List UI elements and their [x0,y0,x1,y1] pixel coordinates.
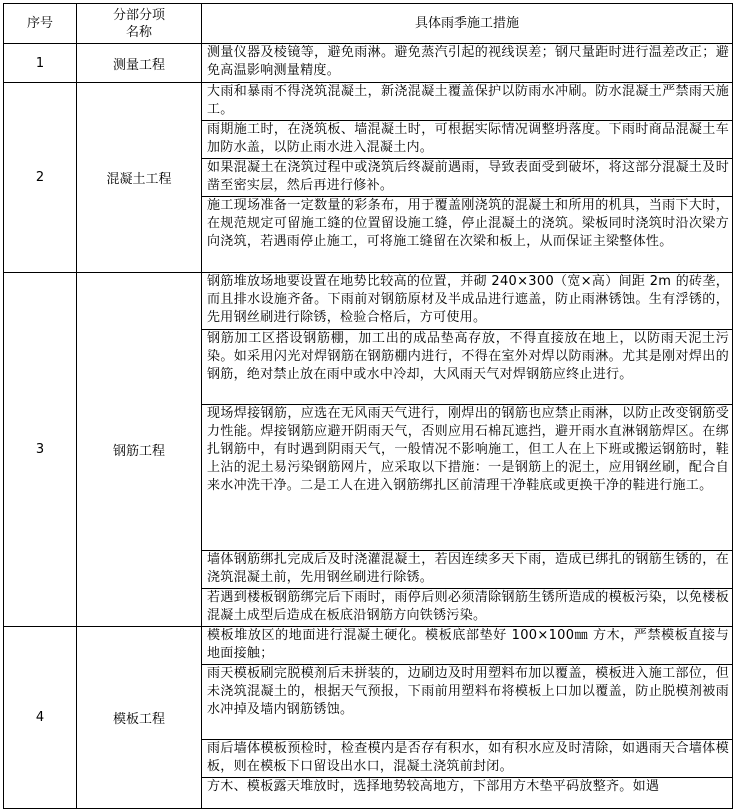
measure-cell: 雨期施工时，在浇筑板、墙混凝土时，可根据实际情况调整坍落度。下雨时商品混凝土车加防水盖，以防止雨水进入混凝土内。 [202,121,733,159]
measure-cell: 钢筋堆放场地要设置在地势比较高的位置，并砌 240×300（宽×高）间距 2m 的砖垄，而且排水设施齐备。下雨前对钢筋原材及半成品进行遮盖，防止雨淋锈蚀。生有浮锈的，先用钢丝刷进行除锈，检验合格后，方可使用。 [202,273,733,330]
table-row [4,273,733,330]
header-part-line2: 名称 [125,24,152,40]
table-row [4,83,733,121]
header-part-line1: 分部分项 [112,7,165,23]
measure-cell: 大雨和暴雨不得浇筑混凝土，新浇混凝土覆盖保护以防雨水冲刷。防水混凝土严禁雨天施工。 [202,83,733,121]
measure-cell: 墙体钢筋绑扎完成后及时浇灌混凝土，若因连续多天下雨，造成已绑扎的钢筋生锈的，在浇筑混凝土前，先用钢丝刷进行除锈。 [202,551,733,589]
measure-cell: 现场焊接钢筋，应选在无风雨天气进行，刚焊出的钢筋也应禁止雨淋，以防止改变钢筋受力性能。焊接钢筋应避开阴雨天气，否则应用石棉瓦遮挡，避开雨水直淋钢筋焊区。在绑扎钢筋中，有时遇到阴雨天气，一般情况不影响施工，但工人在上下班或搬运钢筋时，鞋上沾的泥土易污染钢筋网片，应采取以下措施：一是钢筋上的泥土，应用钢丝刷，配合自来水冲洗干净。二是工人在进入钢筋绑扎区前清理干净鞋底或更换干净的鞋进行施工。 [202,405,733,551]
row-category: 混凝土工程 [77,83,202,273]
row-number: 4 [4,627,77,809]
header-measures: 具体雨季施工措施 [202,4,733,44]
rainy-season-measures-table [3,3,733,809]
measure-cell: 雨天模板刷完脱模剂后未拼装的，边刷边及时用塑料布加以覆盖，模板进入施工部位，但未浇筑混凝土的，根据天气预报，下雨前用塑料布将模板上口加以覆盖，防止脱模剂被雨水冲掉及墙内钢筋锈蚀。 [202,665,733,740]
measure-cell: 模板堆放区的地面进行混凝土硬化。模板底部垫好 100×100㎜ 方木，严禁模板直接与地面接触； [202,627,733,665]
header-no: 序号 [4,4,77,44]
table-header-row [4,4,733,44]
table-row [4,627,733,665]
measure-cell: 方木、模板露天堆放时，选择地势较高地方，下部用方木垫平码放整齐。如遇 [202,778,733,809]
measure-cell: 雨后墙体模板预检时，检查模内是否存有积水，如有积水应及时清除，如遇雨天合墙体模板，则在模板下口留设出水口，混凝土浇筑前封闭。 [202,740,733,778]
row-number: 2 [4,83,77,273]
measure-cell: 钢筋加工区搭设钢筋棚，加工出的成品垫高存放，不得直接放在地上，以防雨天泥土污染。如采用闪光对焊钢筋在钢筋棚内进行，不得在室外对焊以防雨淋。尤其是刚对焊出的钢筋，绝对禁止放在雨中或水中冷却，大风雨天气对焊钢筋应终止进行。 [202,330,733,405]
row-category: 测量工程 [77,44,202,83]
row-category: 钢筋工程 [77,273,202,627]
row-category: 模板工程 [77,627,202,809]
table-row [4,44,733,83]
measure-cell: 施工现场准备一定数量的彩条布，用于覆盖刚浇筑的混凝土和所用的机具，当雨下大时，在规范规定可留施工缝的位置留设施工缝，停止混凝土的浇筑。梁板同时浇筑时沿次梁方向浇筑，若遇雨停止施工，可将施工缝留在次梁和板上，从而保证主梁整体性。 [202,197,733,273]
measure-cell: 测量仪器及棱镜等，避免雨淋。避免蒸汽引起的视线误差；钢尺量距时进行温差改正；避免高温影响测量精度。 [202,44,733,83]
measure-cell: 如果混凝土在浇筑过程中或浇筑后终凝前遇雨，导致表面受到破坏，将这部分混凝土及时凿至密实层，然后再进行修补。 [202,159,733,197]
header-part-name [77,4,202,44]
measure-cell: 若遇到楼板钢筋绑完后下雨时，雨停后则必须清除钢筋生锈所造成的模板污染，以免楼板混凝土成型后造成在板底沿钢筋方向铁锈污染。 [202,589,733,627]
row-number: 3 [4,273,77,627]
row-number: 1 [4,44,77,83]
